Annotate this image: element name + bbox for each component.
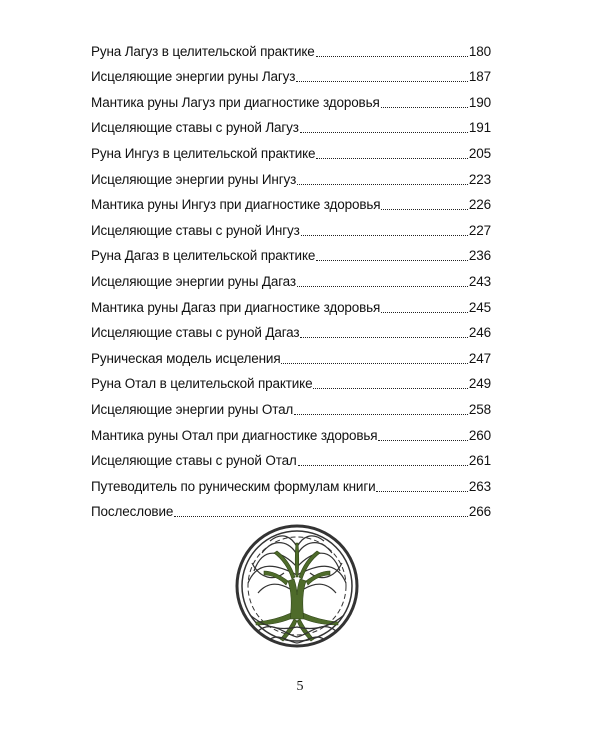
toc-entry-page: 236 xyxy=(468,248,491,264)
toc-leader-dots xyxy=(298,464,468,466)
toc-entry-page: 246 xyxy=(468,325,491,341)
toc-entry[interactable] xyxy=(91,495,491,521)
toc-entry-title: Исцеляющие энергии руны Ингуз xyxy=(91,171,297,187)
toc-entry-title: Мантика руны Лагуз при диагностике здоровья xyxy=(91,94,380,110)
toc-entry-title: Исцеляющие энергии руны Дагаз xyxy=(91,273,296,289)
toc-entry[interactable] xyxy=(91,162,491,188)
toc-leader-dots xyxy=(376,490,467,492)
toc-entry[interactable] xyxy=(91,188,491,214)
toc-entry[interactable] xyxy=(91,60,491,86)
toc-entry[interactable] xyxy=(91,34,491,60)
toc-entry-page: 226 xyxy=(468,197,491,213)
toc-entry[interactable] xyxy=(91,136,491,162)
toc-entry-title: Руна Дагаз в целительской практике xyxy=(91,248,316,264)
toc-entry-title: Руническая модель исцеления xyxy=(91,350,281,366)
toc-entry-page: 190 xyxy=(468,94,491,110)
toc-entry-page: 180 xyxy=(468,43,491,59)
toc-entry[interactable] xyxy=(91,469,491,495)
toc-entry[interactable] xyxy=(91,392,491,418)
toc-entry[interactable] xyxy=(91,85,491,111)
toc-entry-page: 245 xyxy=(468,299,491,315)
tree-of-life-icon xyxy=(234,523,360,649)
toc-entry-title: Руна Лагуз в целительской практике xyxy=(91,43,315,59)
toc-entry-title: Исцеляющие энергии руны Отал xyxy=(91,401,294,417)
toc-entry-title: Мантика руны Отал при диагностике здоровья xyxy=(91,427,378,443)
toc-entry[interactable] xyxy=(91,341,491,367)
toc-entry-page: 261 xyxy=(468,453,491,469)
page-number: 5 xyxy=(296,679,304,694)
toc-leader-dots xyxy=(300,131,468,133)
toc-entry[interactable] xyxy=(91,290,491,316)
toc-leader-dots xyxy=(381,208,468,210)
toc-leader-dots xyxy=(297,183,468,185)
toc-entry[interactable] xyxy=(91,239,491,265)
toc-entry-page: 187 xyxy=(468,69,491,85)
toc-leader-dots xyxy=(297,285,468,287)
toc-entry[interactable] xyxy=(91,316,491,342)
toc-entry[interactable] xyxy=(91,213,491,239)
toc-entry-page: 227 xyxy=(468,222,491,238)
toc-entry-page: 258 xyxy=(468,401,491,417)
toc-entry-page: 223 xyxy=(468,171,491,187)
toc-entry-page: 243 xyxy=(468,273,491,289)
toc-leader-dots xyxy=(313,387,467,389)
toc-entry-title: Мантика руны Ингуз при диагностике здоровья xyxy=(91,197,381,213)
toc-leader-dots xyxy=(316,259,468,261)
toc-leader-dots xyxy=(296,80,468,82)
toc-leader-dots xyxy=(378,439,467,441)
toc-entry-title: Послесловие xyxy=(91,504,174,520)
toc-entry-title: Руна Отал в целительской практике xyxy=(91,376,313,392)
toc-entry-title: Исцеляющие ставы с руной Ингуз xyxy=(91,222,300,238)
toc-leader-dots xyxy=(381,311,468,313)
toc-entry-title: Исцеляющие ставы с руной Отал xyxy=(91,453,297,469)
toc-entry-page: 249 xyxy=(468,376,491,392)
toc-entry-title: Исцеляющие энергии руны Лагуз xyxy=(91,69,296,85)
toc-entry-title: Исцеляющие ставы с руной Дагаз xyxy=(91,325,300,341)
toc-entry-title: Путеводитель по руническим формулам книги xyxy=(91,478,376,494)
toc-leader-dots xyxy=(294,413,468,415)
toc-entry-title: Исцеляющие ставы с руной Лагуз xyxy=(91,120,299,136)
toc-entry-page: 205 xyxy=(468,145,491,161)
toc-leader-dots xyxy=(381,106,468,108)
toc-entry[interactable] xyxy=(91,418,491,444)
table-of-contents xyxy=(91,34,491,520)
toc-leader-dots xyxy=(300,336,468,338)
toc-entry[interactable] xyxy=(91,264,491,290)
toc-leader-dots xyxy=(316,55,468,57)
toc-entry-title: Руна Ингуз в целительской практике xyxy=(91,145,316,161)
toc-leader-dots xyxy=(174,515,468,517)
toc-entry-page: 263 xyxy=(468,478,491,494)
toc-entry-page: 191 xyxy=(468,120,491,136)
toc-leader-dots xyxy=(301,234,468,236)
toc-entry-page: 266 xyxy=(468,504,491,520)
toc-entry[interactable] xyxy=(91,111,491,137)
toc-entry-page: 247 xyxy=(468,350,491,366)
toc-entry-page: 260 xyxy=(468,427,491,443)
toc-entry[interactable] xyxy=(91,444,491,470)
toc-leader-dots xyxy=(316,157,468,159)
toc-entry[interactable] xyxy=(91,367,491,393)
toc-entry-title: Мантика руны Дагаз при диагностике здоровья xyxy=(91,299,381,315)
toc-leader-dots xyxy=(281,362,467,364)
